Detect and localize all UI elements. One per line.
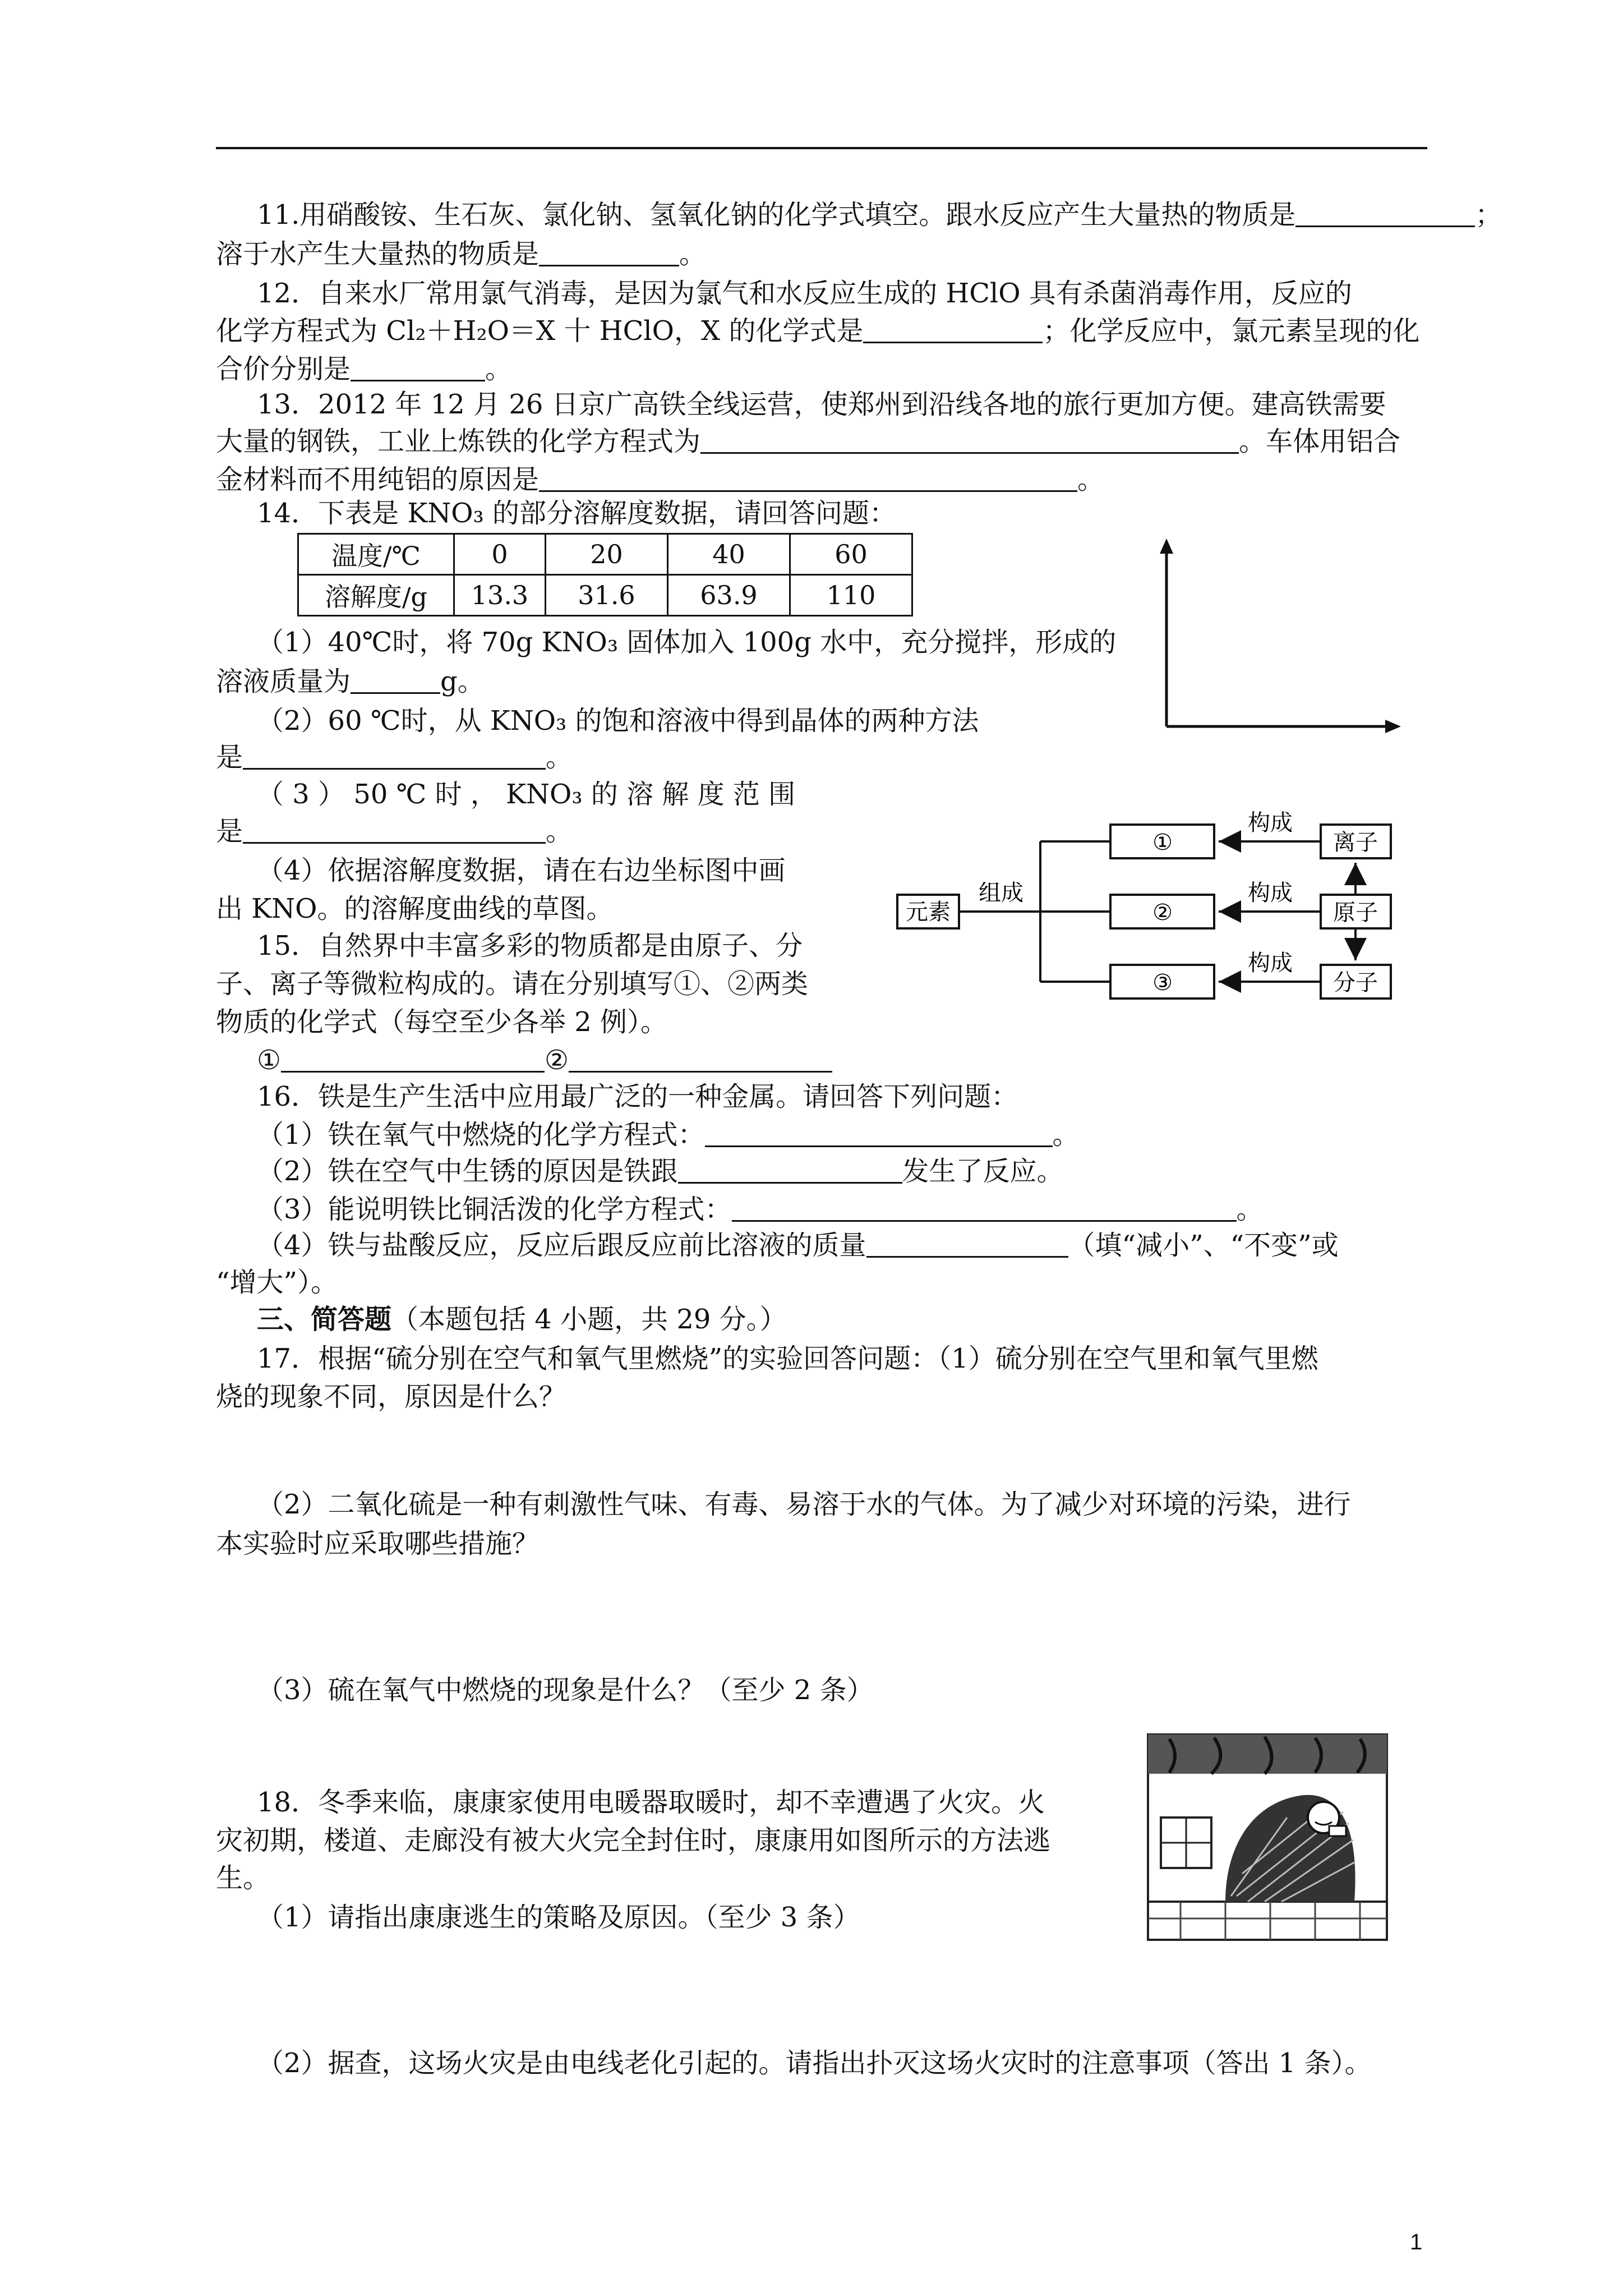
q17-line1: 17．根据“硫分别在空气和氧气里燃烧”的实验回答问题：（1）硫分别在空气里和氧气里燃 <box>257 1343 1318 1374</box>
q16-p4b: “增大”）。 <box>216 1267 338 1298</box>
constitute-label: 构成 <box>1248 950 1293 976</box>
q16-intro: 16．铁是生产生活中应用最广泛的一种金属。请回答下列问题： <box>257 1081 1018 1112</box>
q14-p3a: （ 3 ） 50 ℃ 时 ， KNO₃ 的 溶 解 度 范 围 <box>257 779 796 810</box>
table-cell: 温度/℃ <box>298 534 454 575</box>
q18-p2: （2）据查，这场火灾是由电线老化引起的。请指出扑灭这场火灾时的注意事项（答出 1 条）。 <box>257 2047 1372 2079</box>
q11-line2: 溶于水产生大量热的物质是 。 <box>216 238 707 270</box>
q12-blank2[interactable] <box>351 354 485 381</box>
q18-line1: 18．冬季来临，康康家使用电暖器取暖时，却不幸遭遇了火灾。火 <box>257 1787 1045 1818</box>
q16-p3: （3）能说明铁比铜活泼的化学方程式： 。 <box>257 1194 1264 1225</box>
q17-line2: 烧的现象不同，原因是什么？ <box>216 1381 566 1412</box>
q15-line3: 物质的化学式（每空至少各举 2 例）。 <box>216 1006 668 1038</box>
q18-line2: 灾初期，楼道、走廊没有被大火完全封住时，康康用如图所示的方法逃 <box>216 1825 1051 1856</box>
q14-blank1[interactable] <box>351 666 440 694</box>
table-cell: 0 <box>454 534 546 575</box>
q14-p1b: 溶液质量为 g。 <box>216 666 485 697</box>
q12-blank1[interactable] <box>863 316 1043 343</box>
q17-p2a: （2）二氧化硫是一种有刺激性气味、有毒、易溶于水的气体。为了减少对环境的污染，进行 <box>257 1489 1351 1520</box>
q12-line3: 合价分别是 。 <box>216 353 513 385</box>
substance-label-2: ② <box>1152 900 1173 926</box>
table-row <box>298 575 912 616</box>
solubility-table <box>297 533 913 616</box>
q16-blank4[interactable] <box>866 1230 1068 1258</box>
q14-p1a: （1）40℃时，将 70g KNO₃ 固体加入 100g 水中，充分搅拌，形成的 <box>257 627 1117 658</box>
element-label: 元素 <box>906 899 951 925</box>
table-cell: 63.9 <box>668 575 790 616</box>
q14-p3b: 是 。 <box>216 816 573 847</box>
q13-line2: 大量的钢铁，工业上炼铁的化学方程式为 。车体用铝合 <box>216 426 1401 457</box>
q14-p4a: （4）依据溶解度数据，请在右边坐标图中画 <box>257 855 786 886</box>
ion-label: 离子 <box>1333 830 1378 855</box>
q15-line4: ① ② <box>257 1043 1479 1077</box>
q14-p2a: （2）60 ℃时，从 KNO₃ 的饱和溶液中得到晶体的两种方法 <box>257 705 979 737</box>
q13-blank2[interactable] <box>539 464 1077 492</box>
table-cell: 60 <box>790 534 912 575</box>
q11-line1: 11.用硝酸铵、生石灰、氯化钠、氢氧化钠的化学式填空。跟水反应产生大量热的物质是 ； <box>257 199 1502 231</box>
q15-line2: 子、离子等微粒构成的。请在分别填写①、②两类 <box>216 968 809 1000</box>
atom-label: 原子 <box>1333 900 1378 926</box>
q16-p1: （1）铁在氧气中燃烧的化学方程式： 。 <box>257 1119 1080 1151</box>
q13-line1: 13．2012 年 12 月 26 日京广高铁全线运营，使郑州到沿线各地的旅行更加方便。建高铁需要 <box>257 389 1386 420</box>
q13-blank1[interactable] <box>700 426 1239 454</box>
page-number: 1 <box>1410 2230 1423 2254</box>
q12-line1: 12．自来水厂常用氯气消毒，是因为氯气和水反应生成的 HClO 具有杀菌消毒作用，反应的 <box>257 278 1352 309</box>
substance-label-1: ① <box>1152 830 1173 855</box>
q11-blank2[interactable] <box>539 239 679 266</box>
table-cell: 31.6 <box>546 575 668 616</box>
q14-blank2[interactable] <box>243 742 546 770</box>
q15-blank2[interactable] <box>569 1045 832 1073</box>
table-cell: 20 <box>546 534 668 575</box>
q17-p2b: 本实验时应采取哪些措施？ <box>216 1528 540 1559</box>
q16-blank2[interactable] <box>678 1156 902 1184</box>
q14-intro: 14．下表是 KNO₃ 的部分溶解度数据，请回答问题： <box>257 498 897 529</box>
q15-blank1[interactable] <box>281 1045 545 1073</box>
header-rule <box>216 147 1427 149</box>
table-cell: 13.3 <box>454 575 546 616</box>
q14-p4b: 出 KNO。的溶解度曲线的草图。 <box>216 893 614 924</box>
table-cell: 溶解度/g <box>298 575 454 616</box>
q14-p2b: 是 。 <box>216 742 573 773</box>
q16-blank3[interactable] <box>732 1194 1237 1222</box>
section3-heading: 三、简答题（本题包括 4 小题，共 29 分。） <box>257 1304 787 1335</box>
q11-blank1[interactable] <box>1295 200 1475 227</box>
q13-line3: 金材料而不用纯铝的原因是 。 <box>216 464 1105 495</box>
q17-p3: （3）硫在氧气中燃烧的现象是什么？（至少 2 条） <box>257 1674 874 1706</box>
q18-line3: 生。 <box>216 1862 270 1894</box>
q12-line2: 化学方程式为 Cl₂＋H₂O＝X 十 HClO，X 的化学式是 ；化学反应中，氯元素呈现的化 <box>216 315 1420 347</box>
fire-escape-illustration <box>1147 1733 1388 1941</box>
q16-blank1[interactable] <box>705 1120 1053 1147</box>
table-cell: 110 <box>790 575 912 616</box>
substance-label-3: ③ <box>1152 970 1173 996</box>
constitute-label: 构成 <box>1248 810 1293 836</box>
constitute-label: 构成 <box>1248 880 1293 906</box>
q16-p2: （2）铁在空气中生锈的原因是铁跟 发生了反应。 <box>257 1156 1064 1187</box>
q18-p1: （1）请指出康康逃生的策略及原因。（至少 3 条） <box>257 1902 860 1933</box>
y-axis-arrow-icon <box>1160 539 1173 554</box>
table-row <box>298 534 912 575</box>
molecule-label: 分子 <box>1333 970 1378 996</box>
q14-blank3[interactable] <box>243 816 546 844</box>
compose-label: 组成 <box>979 880 1023 906</box>
table-cell: 40 <box>668 534 790 575</box>
q15-line1: 15．自然界中丰富多彩的物质都是由原子、分 <box>257 930 803 961</box>
q16-p4: （4）铁与盐酸反应，反应后跟反应前比溶液的质量 （填“减小”、“不变”或 <box>257 1230 1339 1261</box>
